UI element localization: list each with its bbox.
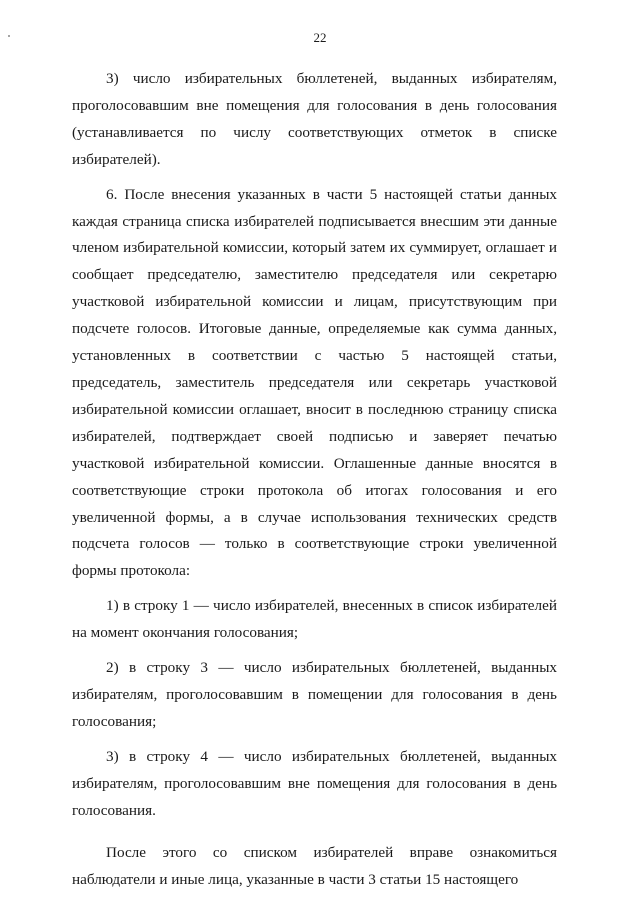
page-number: 22 (313, 30, 327, 45)
paragraph-line-3: 2) в строку 3 — число избирательных бюллетеней, выданных избирателям, проголосовавшим в помещении для голосования в день голосования; (72, 659, 557, 730)
paragraph-part-6: 6. После внесения указанных в части 5 настоящей статьи данных каждая страница списка избирателей подписывается внесшим эти данные членом избирательной комиссии, который затем их суммирует, оглашает и сообщает председателю, заместителю председателя или секретарю участковой избирательной комиссии и лицам, присутствующим при подсчете голосов. Итоговые данные, определяемые как сумма данных, установленных в соответствии с частью 5 настоящей статьи, председатель, заместитель председателя или секретарь участковой избирательной комиссии оглашает, вносит в последнюю страницу списка избирателей, подтверждает своей подписью и заверяет печатью участковой избирательной комиссии. Оглашенные данные вносятся в соответствующие строки протокола об итогах голосования и его увеличенной формы, а в случае использования технических средств подсчета голосов — только в соответствующие строки увеличенной формы протокола: (72, 185, 557, 580)
paragraph-line-4: 3) в строку 4 — число избирательных бюллетеней, выданных избирателям, проголосовавшим вне помещения для голосования в день голосования. (72, 747, 557, 819)
paragraph-item-3-outside-voters: 3) число избирательных бюллетеней, выданных избирателям, проголосовавшим вне помещения для голосования в день голосования (устанавливается по числу соответствующих отметок в списке избирателей). (72, 70, 557, 168)
paragraph-observers: После этого со списком избирателей вправе ознакомиться наблюдатели и иные лица, указанные в части 3 статьи 15 настоящего (72, 844, 557, 889)
paragraph-line-1: 1) в строку 1 — число избирателей, внесенных в список избирателей на момент окончания голосования; (72, 597, 557, 642)
document-body (72, 66, 557, 894)
